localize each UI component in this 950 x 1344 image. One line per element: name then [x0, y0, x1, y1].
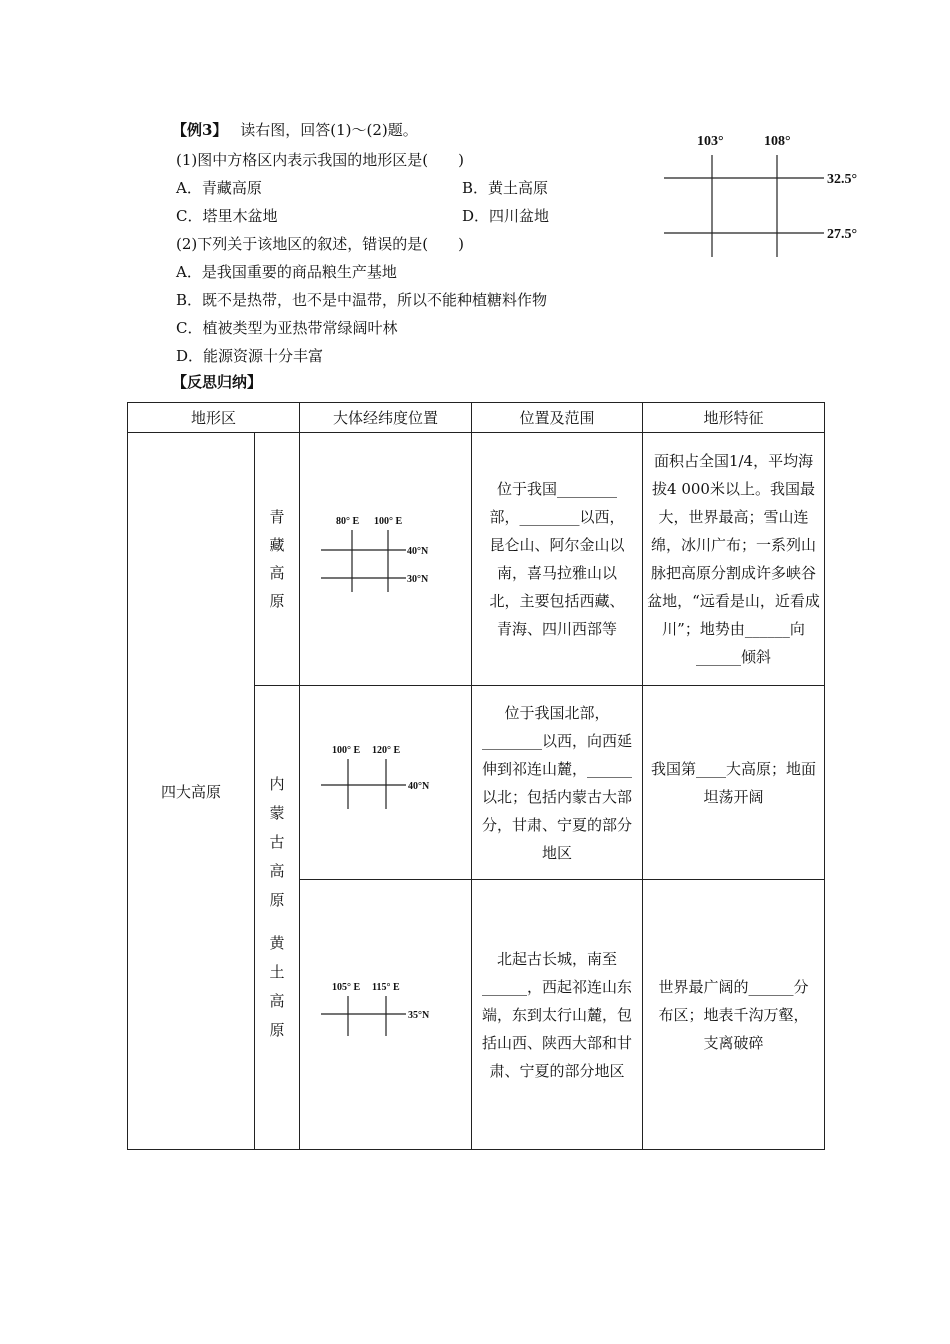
- map-lat-27-5: 27.5°: [827, 227, 858, 242]
- coord-map-cell: [300, 433, 472, 686]
- features-cell: [643, 433, 825, 686]
- example-grid-map: [660, 125, 880, 265]
- example-label: 【例3】: [172, 121, 228, 139]
- map-lat-30n: 30°N: [406, 574, 428, 585]
- plateau-summary-table: [127, 402, 825, 1150]
- location-text: 位于我国北部，________以西，向西延伸到祁连山麓，______以北；包括内蒙古大部分，甘肃、宁夏的部分地区: [482, 703, 633, 862]
- grid-map-neimenggu: [316, 741, 456, 821]
- example-heading: [172, 119, 418, 140]
- region-name-text: 黄土高原: [269, 934, 285, 1039]
- q1-option-d: D．四川盆地: [462, 207, 550, 225]
- map-lon-115e: 115° E: [371, 981, 400, 993]
- q1-option-a: A．青藏高原: [176, 179, 262, 197]
- region-name-text: 青藏高原: [269, 508, 285, 610]
- header-features: 地形特征: [643, 403, 825, 433]
- features-text: 面积占全国1/4，平均海拔4 000米以上。我国最大，世界最高；雪山连绵，冰川广布；一系列山脉把高原分割成许多峡谷盆地，“远看是山，近看成川”；地势由______向______倾斜: [647, 452, 820, 666]
- example-intro: 读右图，回答(1)～(2)题。: [240, 121, 418, 139]
- q2-option-a: A．是我国重要的商品粮生产基地: [176, 263, 397, 281]
- header-region: 地形区: [128, 403, 300, 433]
- grid-map-qingzang: [316, 512, 456, 602]
- reflection-title: 【反思归纳】: [172, 373, 263, 391]
- map-lat-40n: 40°N: [406, 546, 428, 557]
- table-header-row: [128, 403, 825, 433]
- region-name-qingzang: [255, 433, 300, 686]
- q1-option-b: B．黄土高原: [462, 179, 549, 197]
- map-lon-108: 108°: [764, 134, 791, 149]
- map-lon-120e: 120° E: [371, 744, 400, 756]
- q2-option-b: B．既不是热带，也不是中温带，所以不能种植糖料作物: [176, 291, 548, 309]
- map-lat-35n: 35°N: [407, 1009, 429, 1021]
- location-cell: [472, 686, 643, 880]
- grid-map-huangtu: [316, 978, 456, 1048]
- table-row: [128, 433, 825, 686]
- location-text: 北起古长城，南至______，西起祁连山东端，东到太行山麓，包括山西、陕西大部和甘肃、宁夏的部分地区: [482, 949, 633, 1080]
- map-lon-105e: 105° E: [331, 981, 360, 993]
- q1-option-c: C．塔里木盆地: [176, 207, 278, 225]
- features-cell: [643, 880, 825, 1150]
- features-cell: [643, 686, 825, 880]
- features-text: 我国第____大高原；地面坦荡开阔: [651, 759, 817, 806]
- q2-stem: (2)下列关于该地区的叙述，错误的是( ): [176, 235, 464, 253]
- location-cell: [472, 433, 643, 686]
- map-lon-100e: 100° E: [331, 744, 360, 756]
- region-name-text: 内蒙古高原: [269, 775, 285, 909]
- map-lon-103: 103°: [697, 134, 724, 149]
- map-lat-40n: 40°N: [407, 780, 429, 792]
- features-text: 世界最广阔的______分布区；地表千沟万壑，支离破碎: [658, 977, 809, 1052]
- header-location: 位置及范围: [472, 403, 643, 433]
- coord-map-cell: [300, 686, 472, 880]
- coord-map-cell: [300, 880, 472, 1150]
- group-cell: 四大高原: [128, 433, 255, 1150]
- q2-option-c: C．植被类型为亚热带常绿阔叶林: [176, 319, 398, 337]
- region-names-cell: [255, 686, 300, 1150]
- location-text: 位于我国________部，________以西，昆仑山、阿尔金山以南，喜马拉雅山以北，主要包括西藏、青海、四川西部等: [489, 480, 625, 638]
- map-lon-100e: 100° E: [373, 516, 402, 527]
- header-coordinates: 大体经纬度位置: [300, 403, 472, 433]
- map-lat-32-5: 32.5°: [827, 172, 858, 187]
- q2-option-d: D．能源资源十分丰富: [176, 347, 324, 365]
- q1-stem: (1)图中方格区内表示我国的地形区是( ): [176, 151, 464, 169]
- map-lon-80e: 80° E: [335, 516, 359, 527]
- location-cell: [472, 880, 643, 1150]
